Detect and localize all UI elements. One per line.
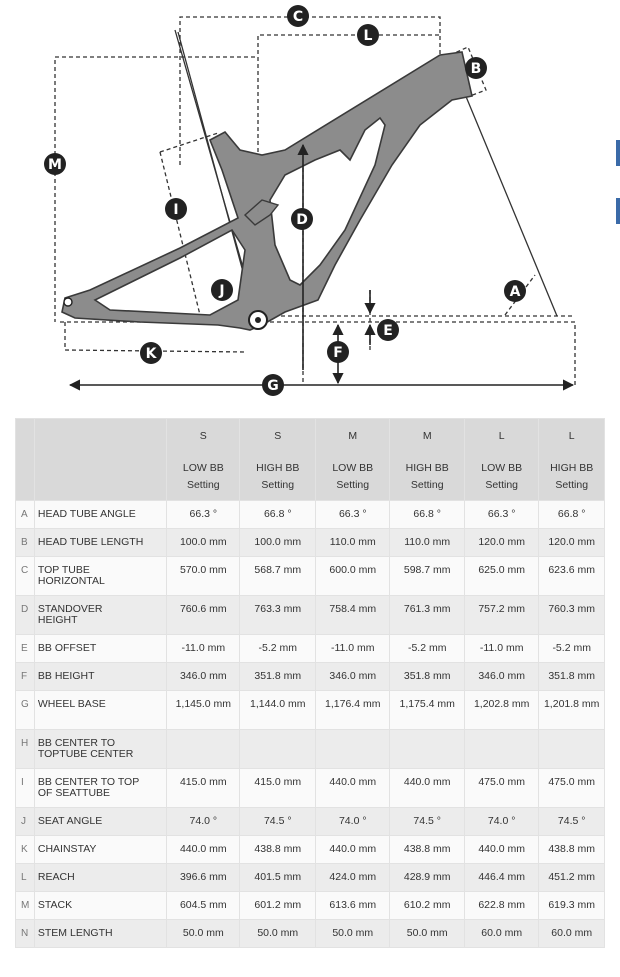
row-value: 623.6 mm: [539, 557, 605, 596]
size-column-header: L LOW BB Setting: [464, 419, 538, 501]
scrollbar-fragment: [616, 140, 620, 166]
row-label-line: REACH: [37, 871, 75, 883]
row-value: 66.3 °: [464, 501, 538, 529]
marker-m: [44, 153, 66, 175]
row-value: -11.0 mm: [464, 635, 538, 663]
row-letter: C: [16, 557, 35, 596]
row-value: 758.4 mm: [316, 596, 390, 635]
row-value: 757.2 mm: [464, 596, 538, 635]
row-value: 440.0 mm: [316, 769, 390, 808]
row-label-line: BB CENTER TO TOP: [37, 776, 140, 788]
row-value: 60.0 mm: [539, 920, 605, 948]
scrollbar-fragment: [616, 198, 620, 224]
row-value: 598.7 mm: [390, 557, 464, 596]
row-value: 66.8 °: [390, 501, 464, 529]
row-label-line: OF SEATTUBE: [37, 787, 111, 799]
row-value: 120.0 mm: [539, 529, 605, 557]
row-value: 440.0 mm: [390, 769, 464, 808]
row-value: 1,175.4 mm: [390, 691, 464, 730]
row-label-line: HEAD TUBE LENGTH: [37, 536, 144, 548]
marker-label: M: [48, 157, 62, 173]
row-value: 438.8 mm: [240, 836, 316, 864]
marker-label: F: [333, 345, 343, 361]
row-letter: D: [16, 596, 35, 635]
row-value: 1,144.0 mm: [240, 691, 316, 730]
row-letter: J: [16, 808, 35, 836]
marker-l: [357, 24, 379, 46]
row-label-line: STACK: [37, 899, 73, 911]
row-label-line: BB OFFSET: [37, 642, 97, 654]
row-value: 428.9 mm: [390, 864, 464, 892]
row-value: 1,202.8 mm: [464, 691, 538, 730]
row-letter: B: [16, 529, 35, 557]
head-tube-axis: [455, 70, 557, 316]
row-label: [34, 864, 166, 892]
row-label-line: STANDOVER: [37, 603, 103, 615]
row-label-line: TOP TUBE: [37, 564, 90, 576]
row-value: -11.0 mm: [316, 635, 390, 663]
header-spacer: [16, 419, 35, 501]
marker-f: [327, 341, 349, 363]
row-value: 438.8 mm: [390, 836, 464, 864]
row-label-line: CHAINSTAY: [37, 843, 97, 855]
row-value: 475.0 mm: [464, 769, 538, 808]
row-letter: L: [16, 864, 35, 892]
row-value: [316, 730, 390, 769]
marker-label: D: [296, 212, 308, 228]
size-column-header: S HIGH BB Setting: [240, 419, 316, 501]
row-value: 1,145.0 mm: [167, 691, 240, 730]
row-value: 351.8 mm: [240, 663, 316, 691]
row-value: 60.0 mm: [464, 920, 538, 948]
row-letter: I: [16, 769, 35, 808]
row-letter: G: [16, 691, 35, 730]
table-row: [16, 836, 605, 864]
table-row: [16, 557, 605, 596]
row-value: 1,201.8 mm: [539, 691, 605, 730]
row-label-line: HEAD TUBE ANGLE: [37, 508, 136, 520]
row-letter: A: [16, 501, 35, 529]
row-letter: F: [16, 663, 35, 691]
marker-label: I: [173, 202, 179, 218]
row-value: 110.0 mm: [390, 529, 464, 557]
row-label: [34, 529, 166, 557]
marker-label: A: [509, 284, 521, 300]
marker-i: [165, 198, 187, 220]
row-value: 610.2 mm: [390, 892, 464, 920]
row-value: 451.2 mm: [539, 864, 605, 892]
row-value: 74.5 °: [390, 808, 464, 836]
row-label: [34, 635, 166, 663]
row-label: [34, 892, 166, 920]
row-value: 438.8 mm: [539, 836, 605, 864]
row-label-line: BB HEIGHT: [37, 670, 95, 682]
row-value: 760.3 mm: [539, 596, 605, 635]
row-label-line: STEM LENGTH: [37, 927, 113, 939]
row-value: 351.8 mm: [539, 663, 605, 691]
row-value: 446.4 mm: [464, 864, 538, 892]
row-label-line: SEAT ANGLE: [37, 815, 103, 827]
table-row: [16, 920, 605, 948]
row-value: 568.7 mm: [240, 557, 316, 596]
row-value: 120.0 mm: [464, 529, 538, 557]
marker-label: B: [470, 61, 482, 77]
table-row: [16, 501, 605, 529]
row-value: 100.0 mm: [167, 529, 240, 557]
size-column-header: M HIGH BB Setting: [390, 419, 464, 501]
row-value: 600.0 mm: [316, 557, 390, 596]
row-value: 396.6 mm: [167, 864, 240, 892]
row-value: 74.0 °: [167, 808, 240, 836]
row-value: 415.0 mm: [240, 769, 316, 808]
size-column-header: S LOW BB Setting: [167, 419, 240, 501]
table-header-row: [16, 419, 605, 501]
marker-label: K: [145, 346, 157, 362]
geometry-table: [15, 418, 605, 948]
marker-a: [504, 280, 526, 302]
table-row: [16, 730, 605, 769]
marker-d: [291, 208, 313, 230]
row-value: [390, 730, 464, 769]
row-value: 346.0 mm: [167, 663, 240, 691]
row-letter: K: [16, 836, 35, 864]
table-row: [16, 864, 605, 892]
row-value: 763.3 mm: [240, 596, 316, 635]
row-value: 74.5 °: [539, 808, 605, 836]
row-value: 50.0 mm: [316, 920, 390, 948]
bike-frame: [62, 52, 472, 330]
row-label-line: TOPTUBE CENTER: [37, 748, 134, 760]
row-value: 415.0 mm: [167, 769, 240, 808]
row-label: [34, 920, 166, 948]
row-value: -5.2 mm: [390, 635, 464, 663]
row-value: 66.8 °: [240, 501, 316, 529]
size-column-header: L HIGH BB Setting: [539, 419, 605, 501]
row-letter: M: [16, 892, 35, 920]
row-value: 66.3 °: [167, 501, 240, 529]
marker-k: [140, 342, 162, 364]
row-value: 1,176.4 mm: [316, 691, 390, 730]
marker-label: G: [267, 378, 279, 394]
row-label-line: BB CENTER TO: [37, 737, 116, 749]
row-label: [34, 557, 166, 596]
row-letter: H: [16, 730, 35, 769]
rear-axle: [64, 298, 72, 306]
row-label: [34, 691, 166, 730]
row-value: 440.0 mm: [316, 836, 390, 864]
row-label: [34, 808, 166, 836]
header-spacer: [34, 419, 166, 501]
row-value: 50.0 mm: [240, 920, 316, 948]
row-value: 110.0 mm: [316, 529, 390, 557]
marker-j: [211, 279, 233, 301]
row-value: 613.6 mm: [316, 892, 390, 920]
row-letter: E: [16, 635, 35, 663]
row-value: [240, 730, 316, 769]
row-value: 625.0 mm: [464, 557, 538, 596]
row-value: 50.0 mm: [167, 920, 240, 948]
bike-geometry-diagram: [0, 0, 620, 410]
size-column-header: M LOW BB Setting: [316, 419, 390, 501]
marker-e: [377, 319, 399, 341]
row-value: 475.0 mm: [539, 769, 605, 808]
table-row: [16, 529, 605, 557]
table-row: [16, 596, 605, 635]
row-value: 74.5 °: [240, 808, 316, 836]
row-value: -5.2 mm: [539, 635, 605, 663]
row-value: 66.8 °: [539, 501, 605, 529]
row-label: [34, 836, 166, 864]
row-value: 622.8 mm: [464, 892, 538, 920]
row-value: -5.2 mm: [240, 635, 316, 663]
row-value: 570.0 mm: [167, 557, 240, 596]
row-label: [34, 596, 166, 635]
row-label: [34, 663, 166, 691]
marker-c: [287, 5, 309, 27]
row-value: 74.0 °: [316, 808, 390, 836]
row-value: 440.0 mm: [464, 836, 538, 864]
row-value: 401.5 mm: [240, 864, 316, 892]
table-row: [16, 769, 605, 808]
marker-label: L: [363, 28, 373, 44]
row-value: 440.0 mm: [167, 836, 240, 864]
row-value: 346.0 mm: [316, 663, 390, 691]
marker-label: C: [292, 9, 304, 25]
row-value: [539, 730, 605, 769]
marker-label: E: [383, 323, 393, 339]
marker-g: [262, 374, 284, 396]
row-letter: N: [16, 920, 35, 948]
row-value: 424.0 mm: [316, 864, 390, 892]
row-value: [167, 730, 240, 769]
row-value: 74.0 °: [464, 808, 538, 836]
row-label-line: HEIGHT: [37, 614, 78, 626]
row-label: [34, 769, 166, 808]
row-value: 760.6 mm: [167, 596, 240, 635]
row-value: [464, 730, 538, 769]
row-value: 601.2 mm: [240, 892, 316, 920]
row-value: 604.5 mm: [167, 892, 240, 920]
row-value: 100.0 mm: [240, 529, 316, 557]
row-label: [34, 501, 166, 529]
row-label-line: WHEEL BASE: [37, 698, 106, 710]
row-label: [34, 730, 166, 769]
row-value: 761.3 mm: [390, 596, 464, 635]
row-value: 351.8 mm: [390, 663, 464, 691]
table-row: [16, 892, 605, 920]
row-value: 619.3 mm: [539, 892, 605, 920]
marker-label: J: [219, 283, 225, 299]
table-row: [16, 691, 605, 730]
table-row: [16, 808, 605, 836]
row-value: 346.0 mm: [464, 663, 538, 691]
row-value: 66.3 °: [316, 501, 390, 529]
dimension-guides: [55, 17, 575, 385]
marker-b: [465, 57, 487, 79]
row-value: -11.0 mm: [167, 635, 240, 663]
row-value: 50.0 mm: [390, 920, 464, 948]
table-row: [16, 635, 605, 663]
row-label-line: HORIZONTAL: [37, 575, 105, 587]
table-row: [16, 663, 605, 691]
